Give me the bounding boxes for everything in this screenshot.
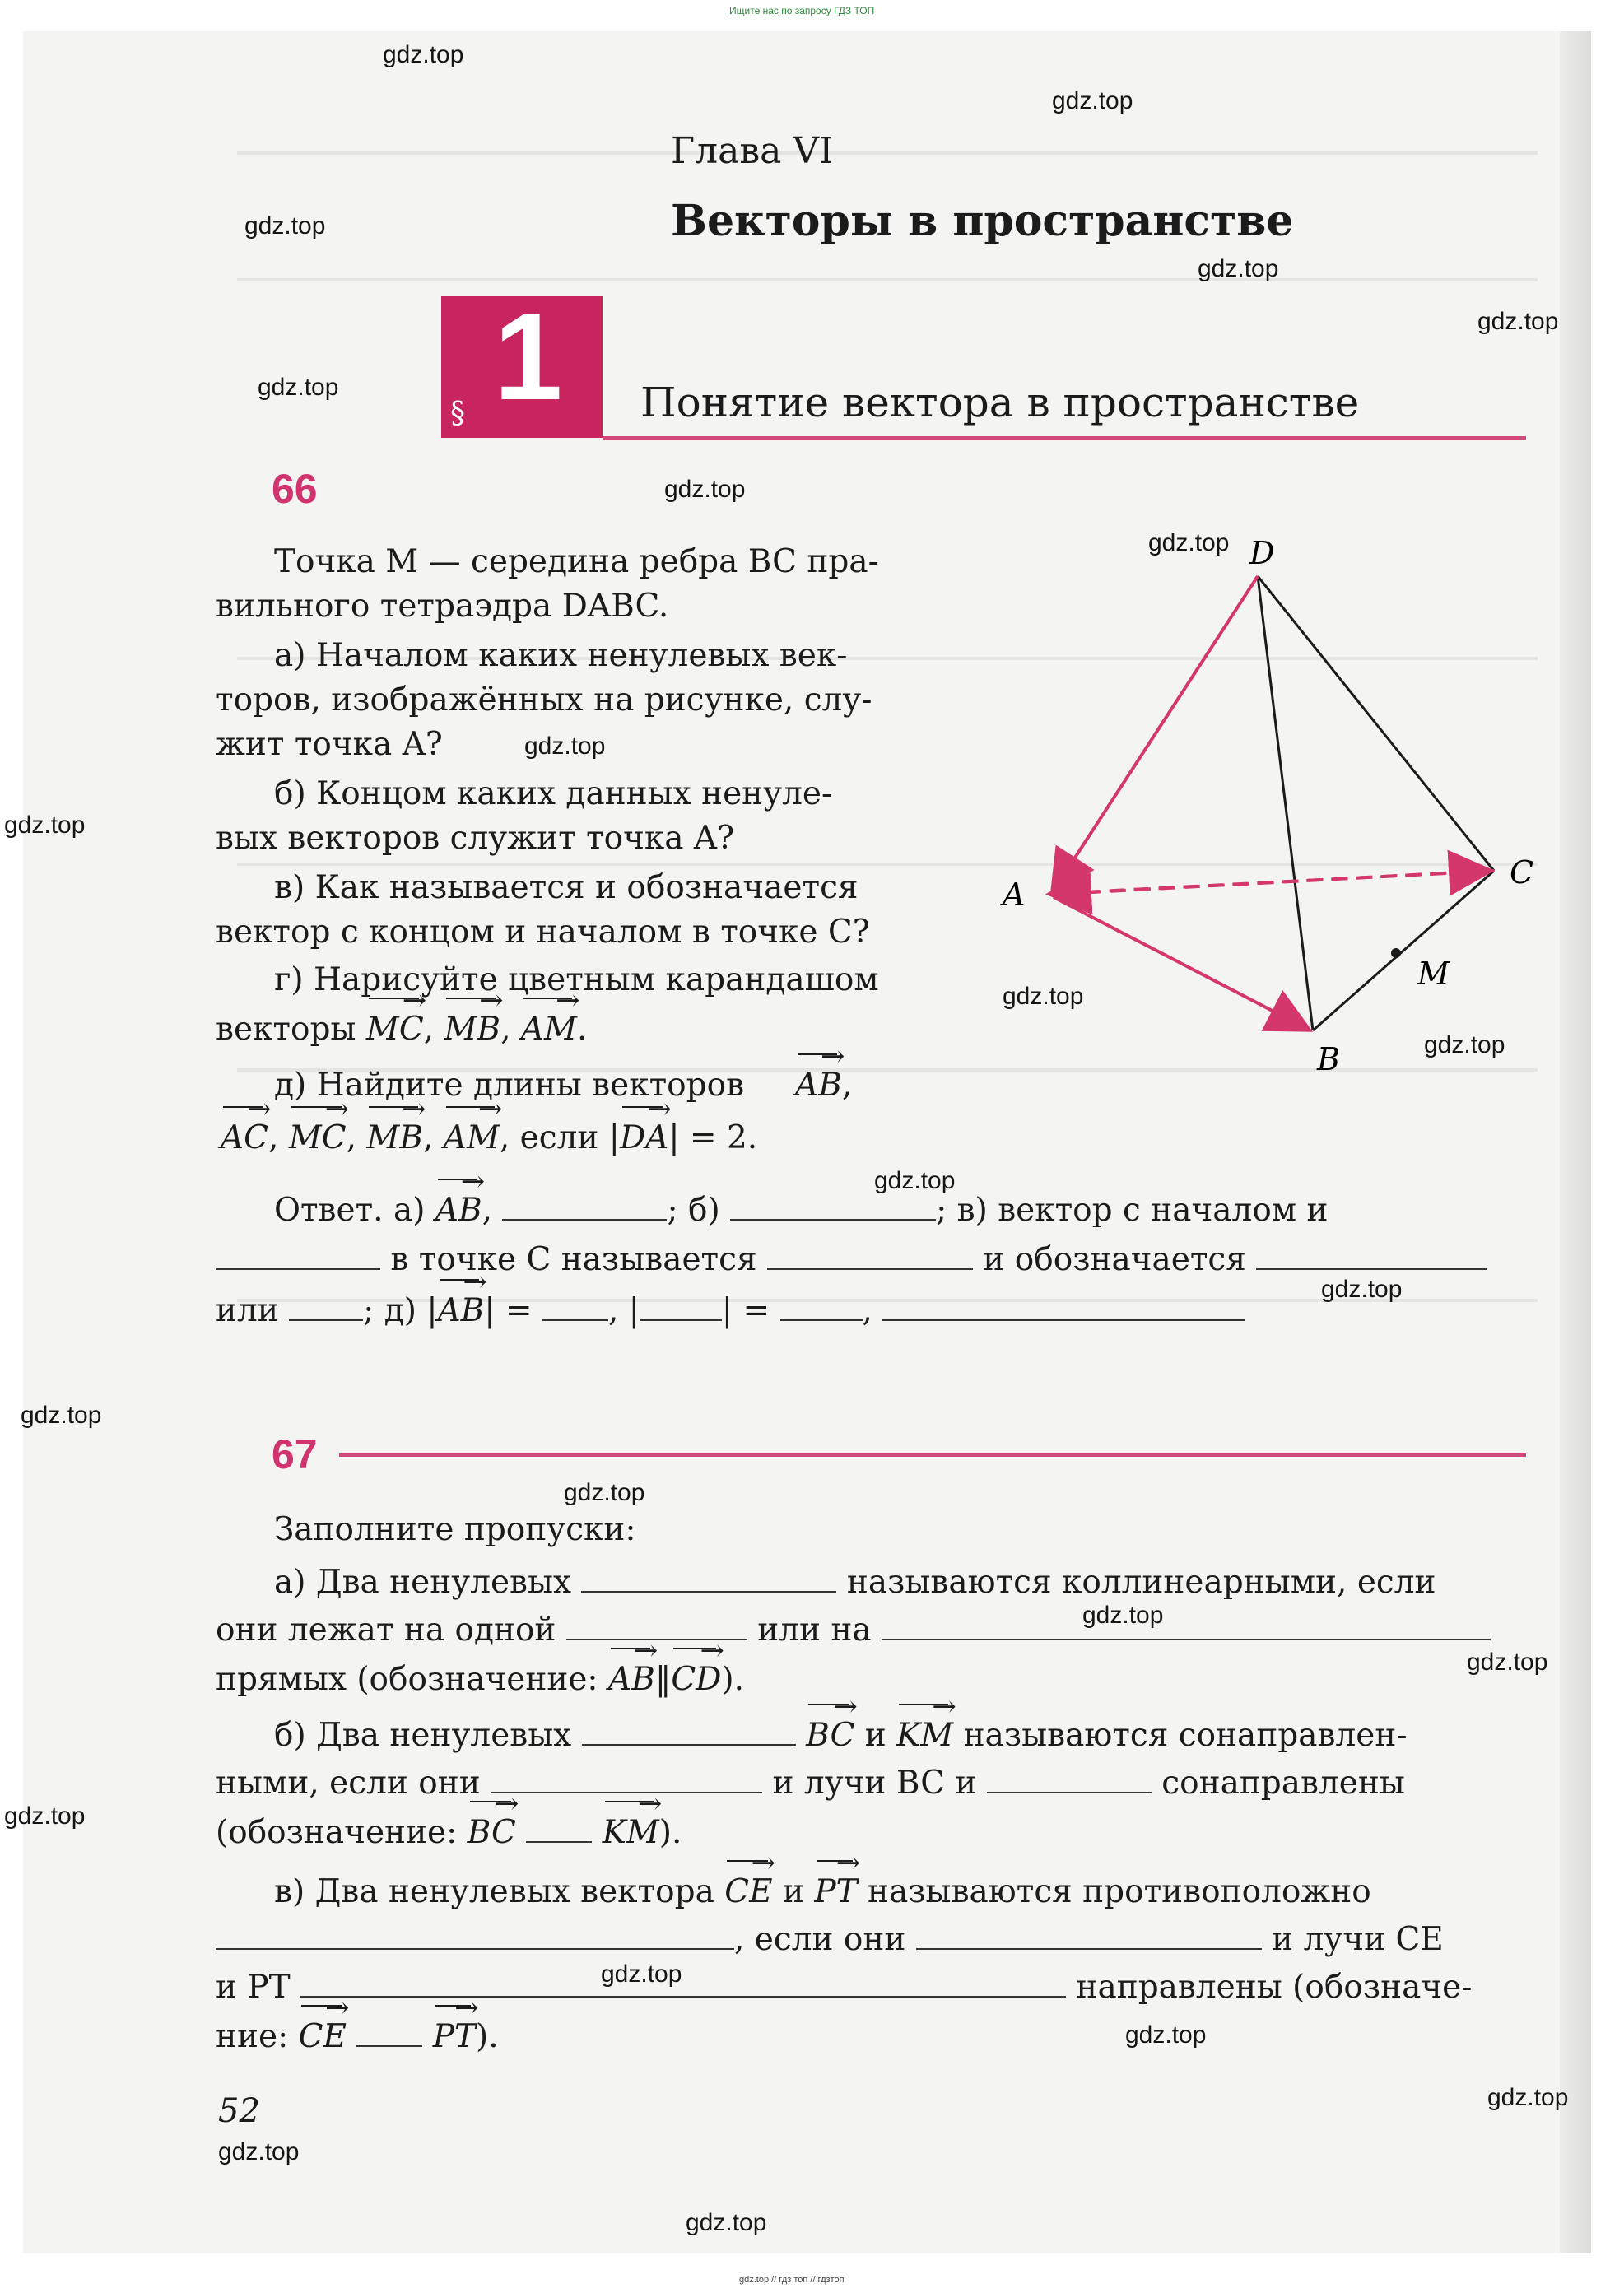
vector-MC: → MC	[366, 1011, 424, 1048]
vector-DA: → DA	[620, 1119, 668, 1156]
vector-MB: → MB	[444, 1011, 500, 1048]
answer-blank[interactable]	[542, 1295, 608, 1321]
answer-blank[interactable]	[780, 1295, 863, 1321]
vector-CD: → CD	[671, 1661, 721, 1698]
vector-KM: → KM	[896, 1717, 953, 1754]
vector-AB-arrow	[1054, 897, 1307, 1029]
ex66-line: Точка M — середина ребра BC пра-	[274, 543, 879, 580]
label-C: C	[1510, 854, 1534, 891]
vector-AM: → AM	[444, 1119, 500, 1156]
vector-CE: → CE	[724, 1873, 772, 1910]
watermark: gdz.top	[874, 1167, 956, 1194]
ex66-line: д) Найдите длины векторов → AB,	[274, 1067, 852, 1104]
answer-blank[interactable]	[526, 1816, 592, 1843]
answer-blank[interactable]	[216, 1923, 734, 1950]
ex66-line: → AC, → MC, → MB, → AM, если |→ DA| = 2.	[221, 1119, 757, 1156]
vector-AM: → AM	[521, 1011, 577, 1048]
answer-blank[interactable]	[640, 1295, 722, 1321]
ex67-line: ние: → CE → PT).	[216, 2018, 499, 2055]
vector-BC: → BC	[468, 1814, 516, 1851]
ex66-line: б) Концом каких данных ненуле-	[274, 775, 833, 812]
answer-blank[interactable]	[300, 1971, 1066, 1998]
vector-MB: → MB	[366, 1119, 423, 1156]
top-banner: Ищите нас по запросу ГДЗ ТОП	[729, 5, 875, 16]
vector-AB: → AB	[435, 1192, 482, 1229]
vector-MC: → MC	[289, 1119, 347, 1156]
label-B: B	[1317, 1041, 1340, 1077]
label-M: M	[1417, 956, 1450, 992]
ex66-answer-line: в точке C называется и обозначается	[216, 1241, 1487, 1278]
answer-blank[interactable]	[882, 1295, 1245, 1321]
vector-BC: → BC	[806, 1717, 854, 1754]
point-M	[1391, 948, 1401, 958]
exercise-67-number: 67	[272, 1431, 318, 1477]
ex67-line: б) Два ненулевых → BC и → KM называются сонаправлен-	[274, 1717, 1408, 1754]
bleed-through	[237, 278, 1538, 281]
watermark: gdz.top	[383, 41, 464, 68]
ex66-line: торов, изображённых на рисунке, слу-	[216, 681, 872, 719]
edge-DC	[1258, 576, 1494, 871]
vector-PT: → PT	[433, 2018, 476, 2055]
chapter-label: Глава VI	[671, 130, 834, 172]
label-D: D	[1249, 535, 1275, 571]
watermark: gdz.top	[1321, 1276, 1403, 1303]
ex66-line: в) Как называется и обозначается	[274, 869, 859, 906]
edge-BC	[1313, 871, 1494, 1030]
vector-AB: → AB	[795, 1067, 842, 1104]
bottom-footer: gdz.top // гдз топ // гдзтоп	[739, 2275, 845, 2285]
watermark: gdz.top	[1198, 255, 1279, 282]
ex66-answer-line: Ответ. а) → AB, ; б) ; в) вектор с началом и	[274, 1192, 1329, 1229]
watermark: gdz.top	[1082, 1602, 1164, 1629]
ex66-line: жит точка A?	[216, 726, 443, 763]
page-edge	[1560, 31, 1591, 2253]
answer-blank[interactable]	[916, 1923, 1262, 1950]
watermark: gdz.top	[1125, 2021, 1207, 2049]
label-A: A	[1003, 877, 1026, 913]
ex67-line: прямых (обозначение: → AB‖→ CD).	[216, 1661, 744, 1698]
watermark: gdz.top	[1003, 983, 1084, 1010]
section-title: Понятие вектора в пространстве	[640, 379, 1360, 426]
vector-CE: → CE	[299, 2018, 347, 2055]
answer-blank[interactable]	[289, 1295, 363, 1321]
section-symbol: §	[450, 397, 465, 430]
watermark: gdz.top	[1467, 1649, 1548, 1676]
watermark: gdz.top	[1477, 308, 1559, 335]
watermark: gdz.top	[244, 212, 326, 240]
answer-blank[interactable]	[356, 2021, 422, 2047]
ex66-line: а) Началом каких ненулевых век-	[274, 637, 848, 674]
watermark: gdz.top	[1148, 529, 1230, 556]
watermark: gdz.top	[4, 1802, 86, 1830]
watermark: gdz.top	[218, 2138, 300, 2165]
exercise-67-rule	[339, 1453, 1526, 1457]
watermark: gdz.top	[664, 476, 746, 503]
ex67-line: а) Два ненулевых называются коллинеарными, если	[274, 1564, 1436, 1601]
watermark: gdz.top	[601, 1960, 682, 1988]
vector-AB: → AB	[608, 1661, 655, 1698]
watermark: gdz.top	[1487, 2084, 1569, 2111]
answer-blank[interactable]	[1256, 1244, 1487, 1270]
ex66-line: г) Нарисуйте цветным карандашом	[274, 961, 879, 998]
answer-blank[interactable]	[987, 1767, 1152, 1793]
vector-DA-arrow	[1054, 576, 1258, 891]
watermark: gdz.top	[1424, 1031, 1505, 1058]
ex67-line: в) Два ненулевых вектора → CE и → PT называются противоположно	[274, 1873, 1371, 1910]
answer-blank[interactable]	[582, 1719, 796, 1746]
ex66-line: вильного тетраэдра DABC.	[216, 588, 669, 625]
watermark: gdz.top	[4, 812, 86, 839]
answer-blank[interactable]	[882, 1614, 1491, 1640]
answer-blank[interactable]	[767, 1244, 973, 1270]
ex67-line: , если они и лучи CE	[216, 1921, 1444, 1958]
answer-blank[interactable]	[216, 1244, 380, 1270]
ex66-line: вектор с концом и началом в точке C?	[216, 914, 870, 951]
chapter-title: Векторы в пространстве	[671, 196, 1294, 246]
vector-AC: → AC	[221, 1119, 268, 1156]
exercise-66-number: 66	[272, 466, 318, 512]
bleed-through	[237, 151, 1538, 155]
watermark: gdz.top	[686, 2209, 767, 2236]
ex66-answer-line: или ; д) |→ AB| = , | | = ,	[216, 1292, 1245, 1329]
section-rule	[603, 436, 1526, 440]
ex67-intro: Заполните пропуски:	[274, 1511, 636, 1548]
watermark: gdz.top	[524, 733, 606, 760]
ex67-line: (обозначение: → BC → KM).	[216, 1814, 682, 1851]
vector-AC-arrow	[1062, 871, 1488, 894]
ex67-line: они лежат на одной или на	[216, 1612, 1491, 1649]
answer-blank[interactable]	[502, 1194, 667, 1221]
ex66-line: векторы → MC, → MB, → AM.	[216, 1011, 587, 1048]
vector-AB: → AB	[437, 1292, 484, 1329]
watermark: gdz.top	[21, 1402, 102, 1429]
ex66-line: вых векторов служит точка A?	[216, 820, 734, 857]
vector-PT: → PT	[814, 1873, 857, 1910]
section-number: 1	[494, 287, 563, 426]
watermark: gdz.top	[258, 374, 339, 401]
edge-DB	[1258, 576, 1313, 1030]
watermark: gdz.top	[564, 1479, 645, 1506]
vector-KM: → KM	[603, 1814, 659, 1851]
page-number: 52	[218, 2092, 260, 2130]
answer-blank[interactable]	[581, 1566, 836, 1593]
ex67-line: и PT направлены (обозначе-	[216, 1969, 1473, 2006]
watermark: gdz.top	[1052, 87, 1133, 114]
answer-blank[interactable]	[730, 1194, 936, 1221]
ex67-line: ными, если они и лучи BC и сонаправлены	[216, 1765, 1405, 1802]
